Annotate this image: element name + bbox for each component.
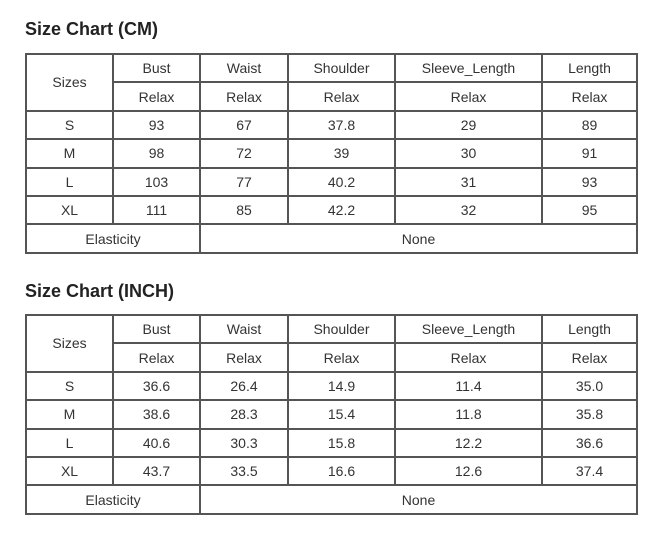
table-cell: 38.6: [113, 400, 200, 428]
table-row: [26, 400, 637, 428]
size-label-cell: XL: [26, 196, 113, 224]
table-row: [26, 457, 637, 485]
table-cell: 29: [395, 111, 542, 139]
size-chart-inch-title: Size Chart (INCH): [25, 281, 175, 301]
column-header-sleeve-length: Sleeve_Length: [395, 54, 542, 82]
table-cell: 15.8: [288, 429, 395, 457]
fit-label-cell: Relax: [542, 343, 637, 371]
table-cell: 12.6: [395, 457, 542, 485]
table-cell: 31: [395, 168, 542, 196]
table-cell: 85: [200, 196, 288, 224]
size-label-cell: M: [26, 400, 113, 428]
table-cell: 11.8: [395, 400, 542, 428]
column-header-bust: Bust: [113, 54, 200, 82]
size-label-cell: M: [26, 139, 113, 167]
table-row: [26, 196, 637, 224]
table-header-row: [26, 315, 637, 343]
table-row: [26, 429, 637, 457]
table-cell: 14.9: [288, 372, 395, 400]
size-chart-cm-table: [25, 53, 638, 254]
table-cell: 37.8: [288, 111, 395, 139]
table-cell: 35.8: [542, 400, 637, 428]
table-cell: 72: [200, 139, 288, 167]
sizes-header-cell: Sizes: [26, 315, 113, 372]
elasticity-value-cell: None: [200, 224, 637, 252]
table-cell: 98: [113, 139, 200, 167]
column-header-sleeve-length: Sleeve_Length: [395, 315, 542, 343]
table-cell: 28.3: [200, 400, 288, 428]
column-header-waist: Waist: [200, 315, 288, 343]
elasticity-label-cell: Elasticity: [26, 224, 200, 252]
table-cell: 111: [113, 196, 200, 224]
elasticity-label-cell: Elasticity: [26, 485, 200, 513]
size-label-cell: L: [26, 429, 113, 457]
table-cell: 26.4: [200, 372, 288, 400]
table-cell: 33.5: [200, 457, 288, 485]
table-cell: 67: [200, 111, 288, 139]
fit-label-cell: Relax: [200, 343, 288, 371]
table-cell: 12.2: [395, 429, 542, 457]
fit-label-cell: Relax: [200, 82, 288, 110]
size-label-cell: L: [26, 168, 113, 196]
table-cell: 11.4: [395, 372, 542, 400]
table-row: [26, 111, 637, 139]
size-label-cell: S: [26, 372, 113, 400]
table-cell: 30: [395, 139, 542, 167]
table-row: [26, 372, 637, 400]
table-cell: 32: [395, 196, 542, 224]
elasticity-row: [26, 485, 637, 513]
table-cell: 91: [542, 139, 637, 167]
fit-label-cell: Relax: [288, 82, 395, 110]
column-header-shoulder: Shoulder: [288, 315, 395, 343]
table-cell: 35.0: [542, 372, 637, 400]
table-cell: 40.6: [113, 429, 200, 457]
table-cell: 39: [288, 139, 395, 167]
fit-label-cell: Relax: [288, 343, 395, 371]
fit-label-cell: Relax: [113, 343, 200, 371]
table-cell: 40.2: [288, 168, 395, 196]
sizes-header-cell: Sizes: [26, 54, 113, 111]
table-cell: 36.6: [542, 429, 637, 457]
table-header-row: [26, 54, 637, 82]
table-cell: 89: [542, 111, 637, 139]
table-cell: 16.6: [288, 457, 395, 485]
table-cell: 42.2: [288, 196, 395, 224]
size-chart-cm-title: Size Chart (CM): [25, 19, 159, 39]
table-cell: 93: [542, 168, 637, 196]
table-subheader-row: [26, 343, 637, 371]
column-header-bust: Bust: [113, 315, 200, 343]
table-row: [26, 168, 637, 196]
fit-label-cell: Relax: [395, 82, 542, 110]
table-cell: 15.4: [288, 400, 395, 428]
table-subheader-row: [26, 82, 637, 110]
table-cell: 103: [113, 168, 200, 196]
table-row: [26, 139, 637, 167]
fit-label-cell: Relax: [542, 82, 637, 110]
table-cell: 43.7: [113, 457, 200, 485]
table-cell: 77: [200, 168, 288, 196]
column-header-shoulder: Shoulder: [288, 54, 395, 82]
fit-label-cell: Relax: [113, 82, 200, 110]
table-cell: 93: [113, 111, 200, 139]
table-cell: 36.6: [113, 372, 200, 400]
column-header-length: Length: [542, 54, 637, 82]
elasticity-row: [26, 224, 637, 252]
column-header-length: Length: [542, 315, 637, 343]
table-cell: 95: [542, 196, 637, 224]
size-label-cell: XL: [26, 457, 113, 485]
table-cell: 30.3: [200, 429, 288, 457]
elasticity-value-cell: None: [200, 485, 637, 513]
size-label-cell: S: [26, 111, 113, 139]
table-cell: 37.4: [542, 457, 637, 485]
column-header-waist: Waist: [200, 54, 288, 82]
fit-label-cell: Relax: [395, 343, 542, 371]
size-chart-inch-table: [25, 314, 638, 515]
